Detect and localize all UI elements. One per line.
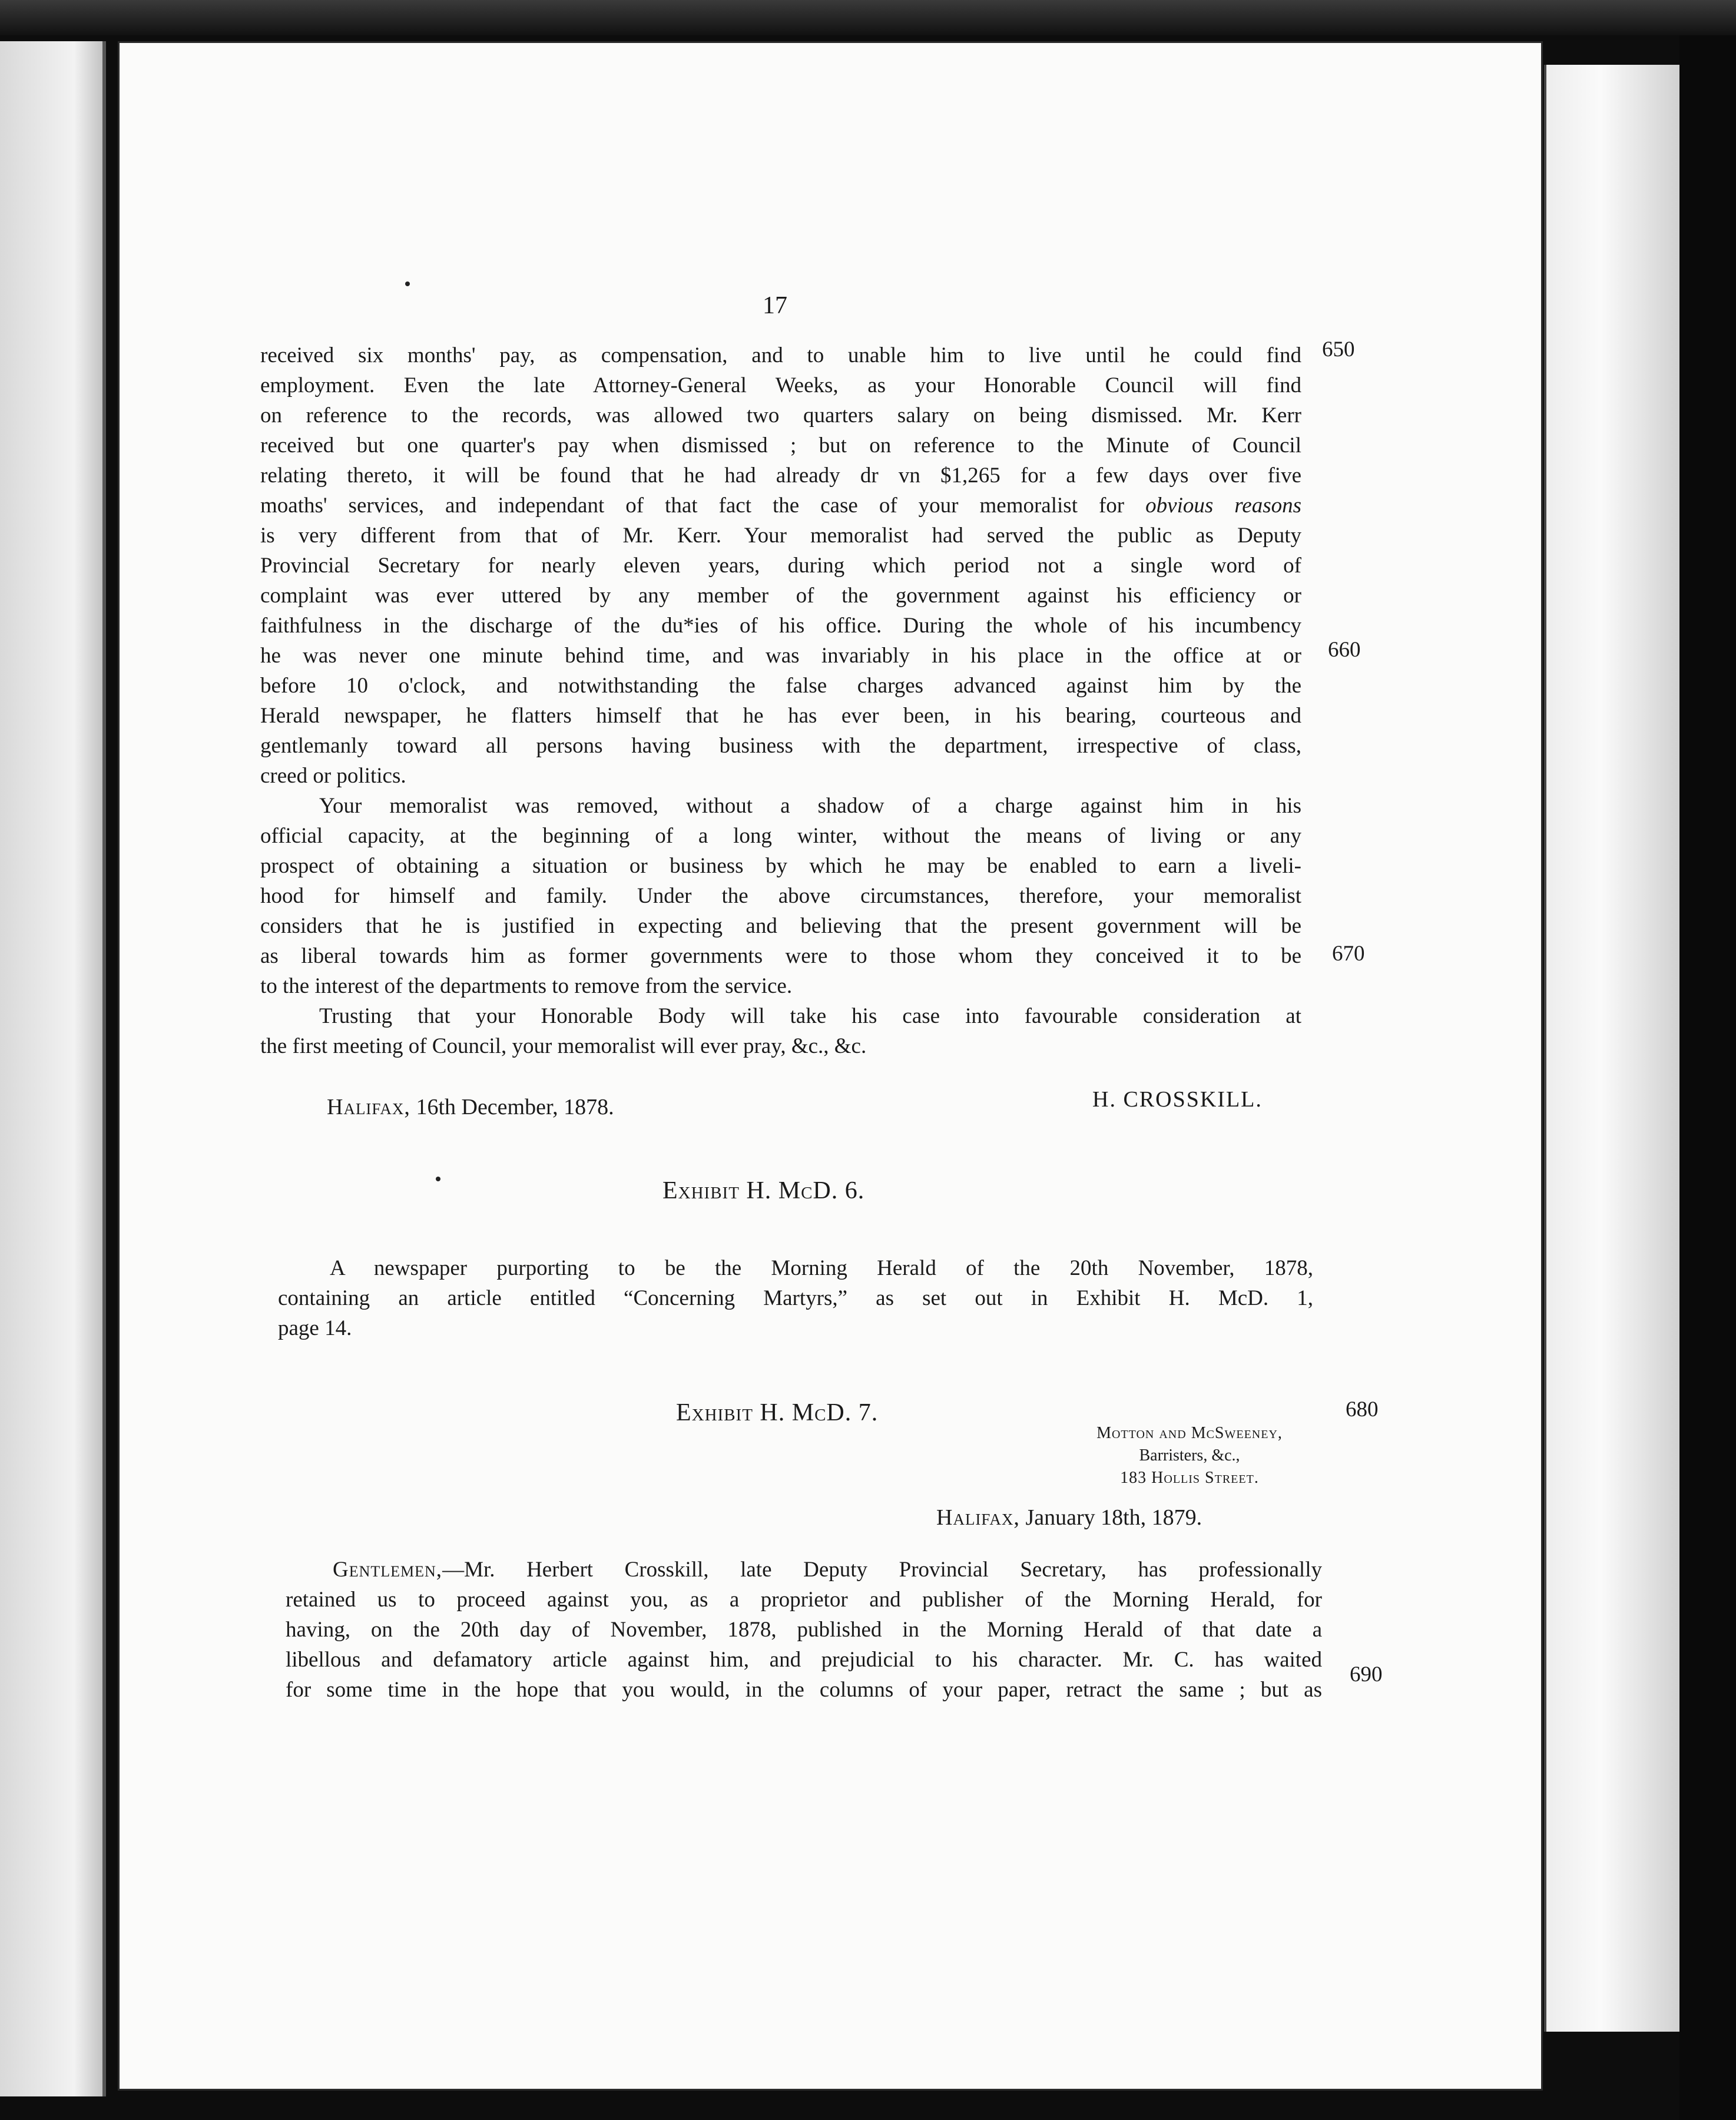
signature: H. CROSSKILL. — [1092, 1087, 1263, 1112]
text-line: complaint was ever uttered by any member of the government against his efficiency or — [260, 584, 1301, 608]
text-line: received six months' pay, as compensation, and to unable him to live until he could find — [260, 343, 1301, 367]
text-line: retained us to proceed against you, as a proprietor and publisher of the Morning Herald, for — [286, 1588, 1322, 1612]
text-line: the first meeting of Council, your memoralist will ever pray, &c., &c. — [260, 1034, 867, 1058]
exhibit-7-letter — [286, 1555, 1322, 1705]
scan-top-border — [0, 0, 1736, 35]
memorial-text — [260, 340, 1301, 1061]
text-line: relating thereto, it will be found that he had already dr vn $1,265 for a few days over five — [260, 463, 1301, 488]
letterhead — [1060, 1422, 1319, 1489]
text-line: received but one quarter's pay when dismissed ; but on reference to the Minute of Council — [260, 433, 1301, 458]
salutation: Gentlemen, — [333, 1558, 443, 1582]
text-line: having, on the 20th day of November, 1878, published in the Morning Herald of that date a — [286, 1618, 1322, 1642]
line-number-660: 660 — [1328, 638, 1361, 662]
text-line: for some time in the hope that you would, in the columns of your paper, retract the same ; but as — [286, 1678, 1322, 1702]
text-line: before 10 o'clock, and notwithstanding the false charges advanced against him by the — [260, 674, 1301, 698]
firm-profession: Barristers, &c., — [1139, 1446, 1240, 1465]
date-text: 16th December, 1878. — [416, 1095, 614, 1119]
ink-speck — [405, 281, 410, 286]
ink-speck — [436, 1177, 440, 1181]
text-line: Your memoralist was removed, without a shadow of a charge against him in his — [319, 794, 1301, 818]
scan-right-border — [1679, 35, 1736, 2120]
line-number-680: 680 — [1346, 1397, 1379, 1422]
facing-page-edge — [0, 41, 106, 2096]
text-line: containing an article entitled “Concerning Martyrs,” as set out in Exhibit H. McD. 1, — [278, 1286, 1313, 1310]
text-line: libellous and defamatory article against him, and prejudicial to his character. Mr. C. has waited — [286, 1648, 1322, 1672]
text-line: is very different from that of Mr. Kerr. Your memoralist had served the public as Deputy — [260, 524, 1301, 548]
text-line: prospect of obtaining a situation or business by which he may be enabled to earn a liveli- — [260, 854, 1301, 878]
firm-address: 183 Hollis Street. — [1120, 1469, 1259, 1487]
text-line: on reference to the records, was allowed two quarters salary on being dismissed. Mr. Kerr — [260, 403, 1301, 428]
text-line: to the interest of the departments to remove from the service. — [260, 974, 793, 998]
underlying-sheet-edge — [1544, 65, 1682, 2032]
line-number-690: 690 — [1350, 1662, 1383, 1687]
italic-phrase: obvious reasons — [1145, 493, 1301, 518]
exhibit-6-heading: Exhibit H. McD. 6. — [662, 1177, 865, 1204]
date-text: January 18th, 1879. — [1025, 1505, 1202, 1530]
text-line: Provincial Secretary for nearly eleven years, during which period not a single word of — [260, 554, 1301, 578]
date-place: Halifax, — [327, 1095, 410, 1119]
text-line: official capacity, at the beginning of a long winter, without the means of living or any — [260, 824, 1301, 848]
text-line: considers that he is justified in expecting and believing that the present government will be — [260, 914, 1301, 938]
text-line-with-italic — [260, 491, 1301, 521]
text-line: as liberal towards him as former governments were to those whom they conceived it to be — [260, 944, 1301, 968]
memorial-date — [327, 1094, 614, 1120]
exhibit-7-heading: Exhibit H. McD. 7. — [676, 1399, 879, 1426]
line-number-650: 650 — [1322, 337, 1355, 362]
letter-date — [936, 1505, 1202, 1531]
text-line: gentlemanly toward all persons having business with the department, irrespective of class, — [260, 734, 1301, 758]
text-line: page 14. — [278, 1316, 352, 1340]
text-line: he was never one minute behind time, and was invariably in his place in the office at or — [260, 644, 1301, 668]
text-line: creed or politics. — [260, 764, 406, 788]
text-line: Herald newspaper, he flatters himself that he has ever been, in his bearing, courteous and — [260, 704, 1301, 728]
text-line: faithfulness in the discharge of the du*ies of his office. During the whole of his incumbency — [260, 614, 1301, 638]
text-line: Trusting that your Honorable Body will take his case into favourable consideration at — [319, 1004, 1301, 1028]
firm-name: Motton and McSweeney, — [1096, 1424, 1283, 1442]
book-gutter — [102, 41, 106, 2096]
text-fragment: moaths' services, and independant of that fact the case of your memoralist for — [260, 493, 1125, 518]
date-place: Halifax, — [936, 1505, 1020, 1530]
text-line-salutation — [286, 1555, 1322, 1585]
text-line: employment. Even the late Attorney-General Weeks, as your Honorable Council will find — [260, 373, 1301, 398]
page-number: 17 — [763, 292, 787, 319]
line-number-670: 670 — [1332, 942, 1365, 966]
text-line: A newspaper purporting to be the Morning Herald of the 20th November, 1878, — [330, 1256, 1313, 1280]
text-line: hood for himself and family. Under the above circumstances, therefore, your memoralist — [260, 884, 1301, 908]
text-fragment: —Mr. Herbert Crosskill, late Deputy Provincial Secretary, has professionally — [442, 1558, 1322, 1582]
exhibit-6-text — [278, 1253, 1313, 1343]
